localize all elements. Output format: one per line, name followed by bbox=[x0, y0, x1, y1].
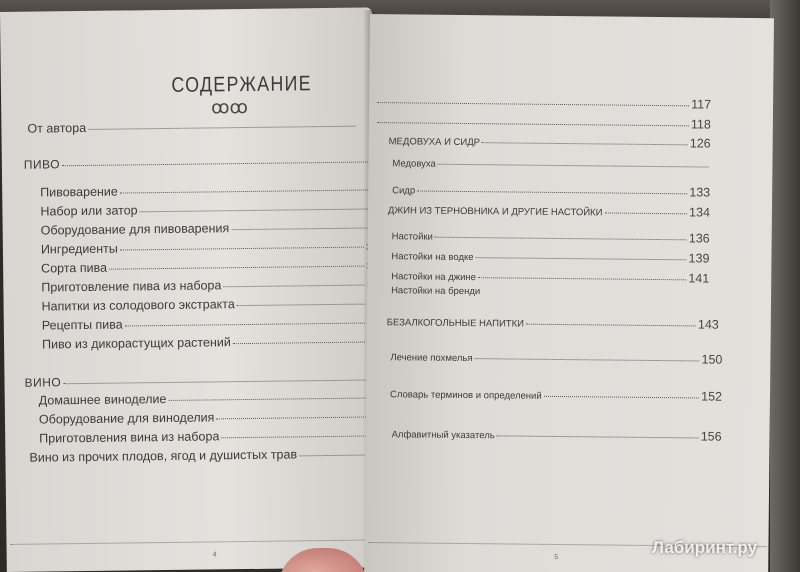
toc-leader bbox=[88, 126, 355, 130]
toc-entry bbox=[41, 257, 375, 275]
toc-section-label: ПИВО bbox=[23, 157, 61, 172]
toc-entry-label: Пиво из дикорастущих растений bbox=[41, 335, 231, 352]
toc-entry-label: Оборудование для пивоварения bbox=[40, 221, 230, 238]
toc-leader bbox=[299, 455, 366, 457]
toc-entry-page: 126 bbox=[689, 136, 711, 151]
toc-leader bbox=[478, 277, 686, 280]
toc-leader bbox=[221, 436, 366, 439]
toc-leader bbox=[435, 237, 687, 241]
toc-entry bbox=[391, 268, 709, 285]
toc-entry bbox=[42, 295, 376, 313]
toc-entry-label: Сорта пива bbox=[41, 260, 108, 276]
toc-entry-label: Настойки на джине bbox=[391, 271, 477, 284]
toc-entry bbox=[27, 118, 357, 136]
toc-entry bbox=[41, 276, 375, 294]
watermark-logo: Лабиринт.ру bbox=[652, 538, 758, 557]
toc-entry-label: Оборудование для виноделия bbox=[38, 410, 215, 427]
toc-section bbox=[24, 153, 376, 171]
toc-leader bbox=[526, 324, 696, 327]
toc-entry bbox=[29, 446, 377, 464]
toc-entry-page: 152 bbox=[701, 389, 723, 404]
toc-entry-label: Приготовления вина из набора bbox=[39, 429, 220, 446]
toc-entry bbox=[39, 408, 377, 426]
toc-entry-label: От автора bbox=[27, 120, 87, 136]
toc-entry bbox=[392, 228, 710, 245]
toc-entry bbox=[375, 94, 711, 112]
toc-leader bbox=[120, 247, 364, 251]
toc-entry-page: 139 bbox=[688, 251, 710, 266]
toc-leader bbox=[233, 342, 365, 345]
toc-entry bbox=[391, 285, 515, 297]
toc-leader bbox=[223, 285, 364, 288]
toc-entry bbox=[40, 181, 374, 199]
toc-leader bbox=[377, 102, 689, 106]
toc-entry-page: 141 bbox=[688, 271, 710, 286]
toc-entry-page: 156 bbox=[700, 429, 722, 444]
toc-entry-label: Настойки bbox=[391, 231, 433, 243]
toc-section bbox=[388, 202, 710, 219]
toc-section bbox=[387, 314, 719, 331]
toc-leader bbox=[120, 190, 368, 194]
toc-entry bbox=[390, 386, 722, 403]
toc-section-label: ДЖИН ИЗ ТЕРНОВНИКА И ДРУГИЕ НАСТОЙКИ bbox=[387, 205, 603, 219]
toc-section-label: ВИНО bbox=[24, 375, 62, 390]
toc-entry-label: Сидр bbox=[392, 185, 416, 197]
toc-entry-page: 143 bbox=[697, 317, 719, 332]
toc-entry-page: 134 bbox=[689, 205, 711, 220]
page-title: СОДЕРЖАНИЕ bbox=[171, 72, 313, 97]
toc-leader bbox=[377, 122, 689, 126]
toc-leader bbox=[125, 323, 365, 327]
toc-entry bbox=[41, 238, 375, 256]
toc-section-label: МЕДОВУХА И СИДР bbox=[388, 136, 481, 149]
toc-entry-page: 150 bbox=[701, 352, 723, 367]
toc-entry-label: Словарь терминов и определений bbox=[389, 389, 542, 402]
toc-leader bbox=[544, 396, 699, 399]
toc-entry-label: Домашнее виноделие bbox=[38, 391, 167, 408]
toc-leader bbox=[475, 358, 700, 361]
toc-leader bbox=[62, 161, 369, 166]
toc-entry bbox=[42, 333, 376, 351]
toc-leader bbox=[417, 191, 687, 195]
toc-entry-label: Алфавитный указатель bbox=[391, 429, 495, 442]
toc-entry-label: Настойки на водке bbox=[391, 251, 474, 264]
page-number: 5 bbox=[554, 553, 559, 562]
ornament-icon: ꝏꝏ bbox=[211, 96, 248, 118]
toc-leader bbox=[604, 212, 687, 214]
toc-leader bbox=[231, 228, 368, 231]
toc-leader bbox=[63, 380, 365, 385]
toc-leader bbox=[237, 304, 365, 307]
toc-entry bbox=[392, 426, 722, 443]
toc-entry bbox=[39, 427, 377, 445]
toc-section bbox=[24, 371, 376, 389]
page-number: 4 bbox=[212, 551, 217, 559]
toc-leader bbox=[109, 266, 364, 270]
toc-entry-page: 133 bbox=[689, 185, 711, 200]
toc-entry-label: Лечение похмелья bbox=[390, 352, 473, 365]
right-page bbox=[364, 14, 774, 572]
toc-entry bbox=[42, 314, 376, 332]
toc-entry-label: Пивоварение bbox=[40, 184, 118, 200]
toc-leader bbox=[497, 435, 699, 438]
toc-entry-label: Ингредиенты bbox=[40, 241, 118, 257]
toc-section-label: БЕЗАЛКОГОЛЬНЫЕ НАПИТКИ bbox=[386, 317, 525, 330]
toc-entry-page: 136 bbox=[688, 231, 710, 246]
toc-leader bbox=[140, 209, 368, 213]
left-page bbox=[0, 7, 379, 572]
toc-entry bbox=[392, 182, 710, 199]
toc-section bbox=[389, 133, 711, 150]
toc-entry bbox=[39, 389, 377, 407]
toc-entry-page: 117 bbox=[691, 97, 712, 112]
toc-entry bbox=[375, 114, 711, 132]
toc-leader bbox=[168, 398, 365, 401]
toc-entry-label: Набор или затор bbox=[40, 203, 138, 219]
toc-entry-page: 118 bbox=[690, 117, 711, 132]
toc-entry-label: Приготовление пива из набора bbox=[41, 278, 222, 295]
toc-entry bbox=[390, 349, 722, 366]
toc-entry-label: Вино из прочих плодов, ягод и душистых трав bbox=[29, 447, 298, 465]
toc-entry-label: Медовуха bbox=[392, 158, 436, 170]
toc-entry bbox=[392, 158, 710, 172]
toc-entry bbox=[40, 200, 374, 218]
toc-leader bbox=[216, 417, 366, 420]
toc-leader bbox=[438, 164, 709, 168]
toc-entry-label: Рецепты пива bbox=[41, 317, 123, 333]
toc-entry bbox=[41, 219, 375, 237]
toc-entry-label: Напитки из солодового экстракта bbox=[41, 297, 235, 314]
footer-rule bbox=[10, 539, 380, 545]
toc-leader bbox=[482, 142, 688, 145]
toc-entry-label: Настойки на бренди bbox=[391, 285, 481, 298]
page-edges bbox=[770, 0, 800, 572]
toc-entry bbox=[391, 248, 709, 265]
toc-leader bbox=[476, 257, 687, 260]
